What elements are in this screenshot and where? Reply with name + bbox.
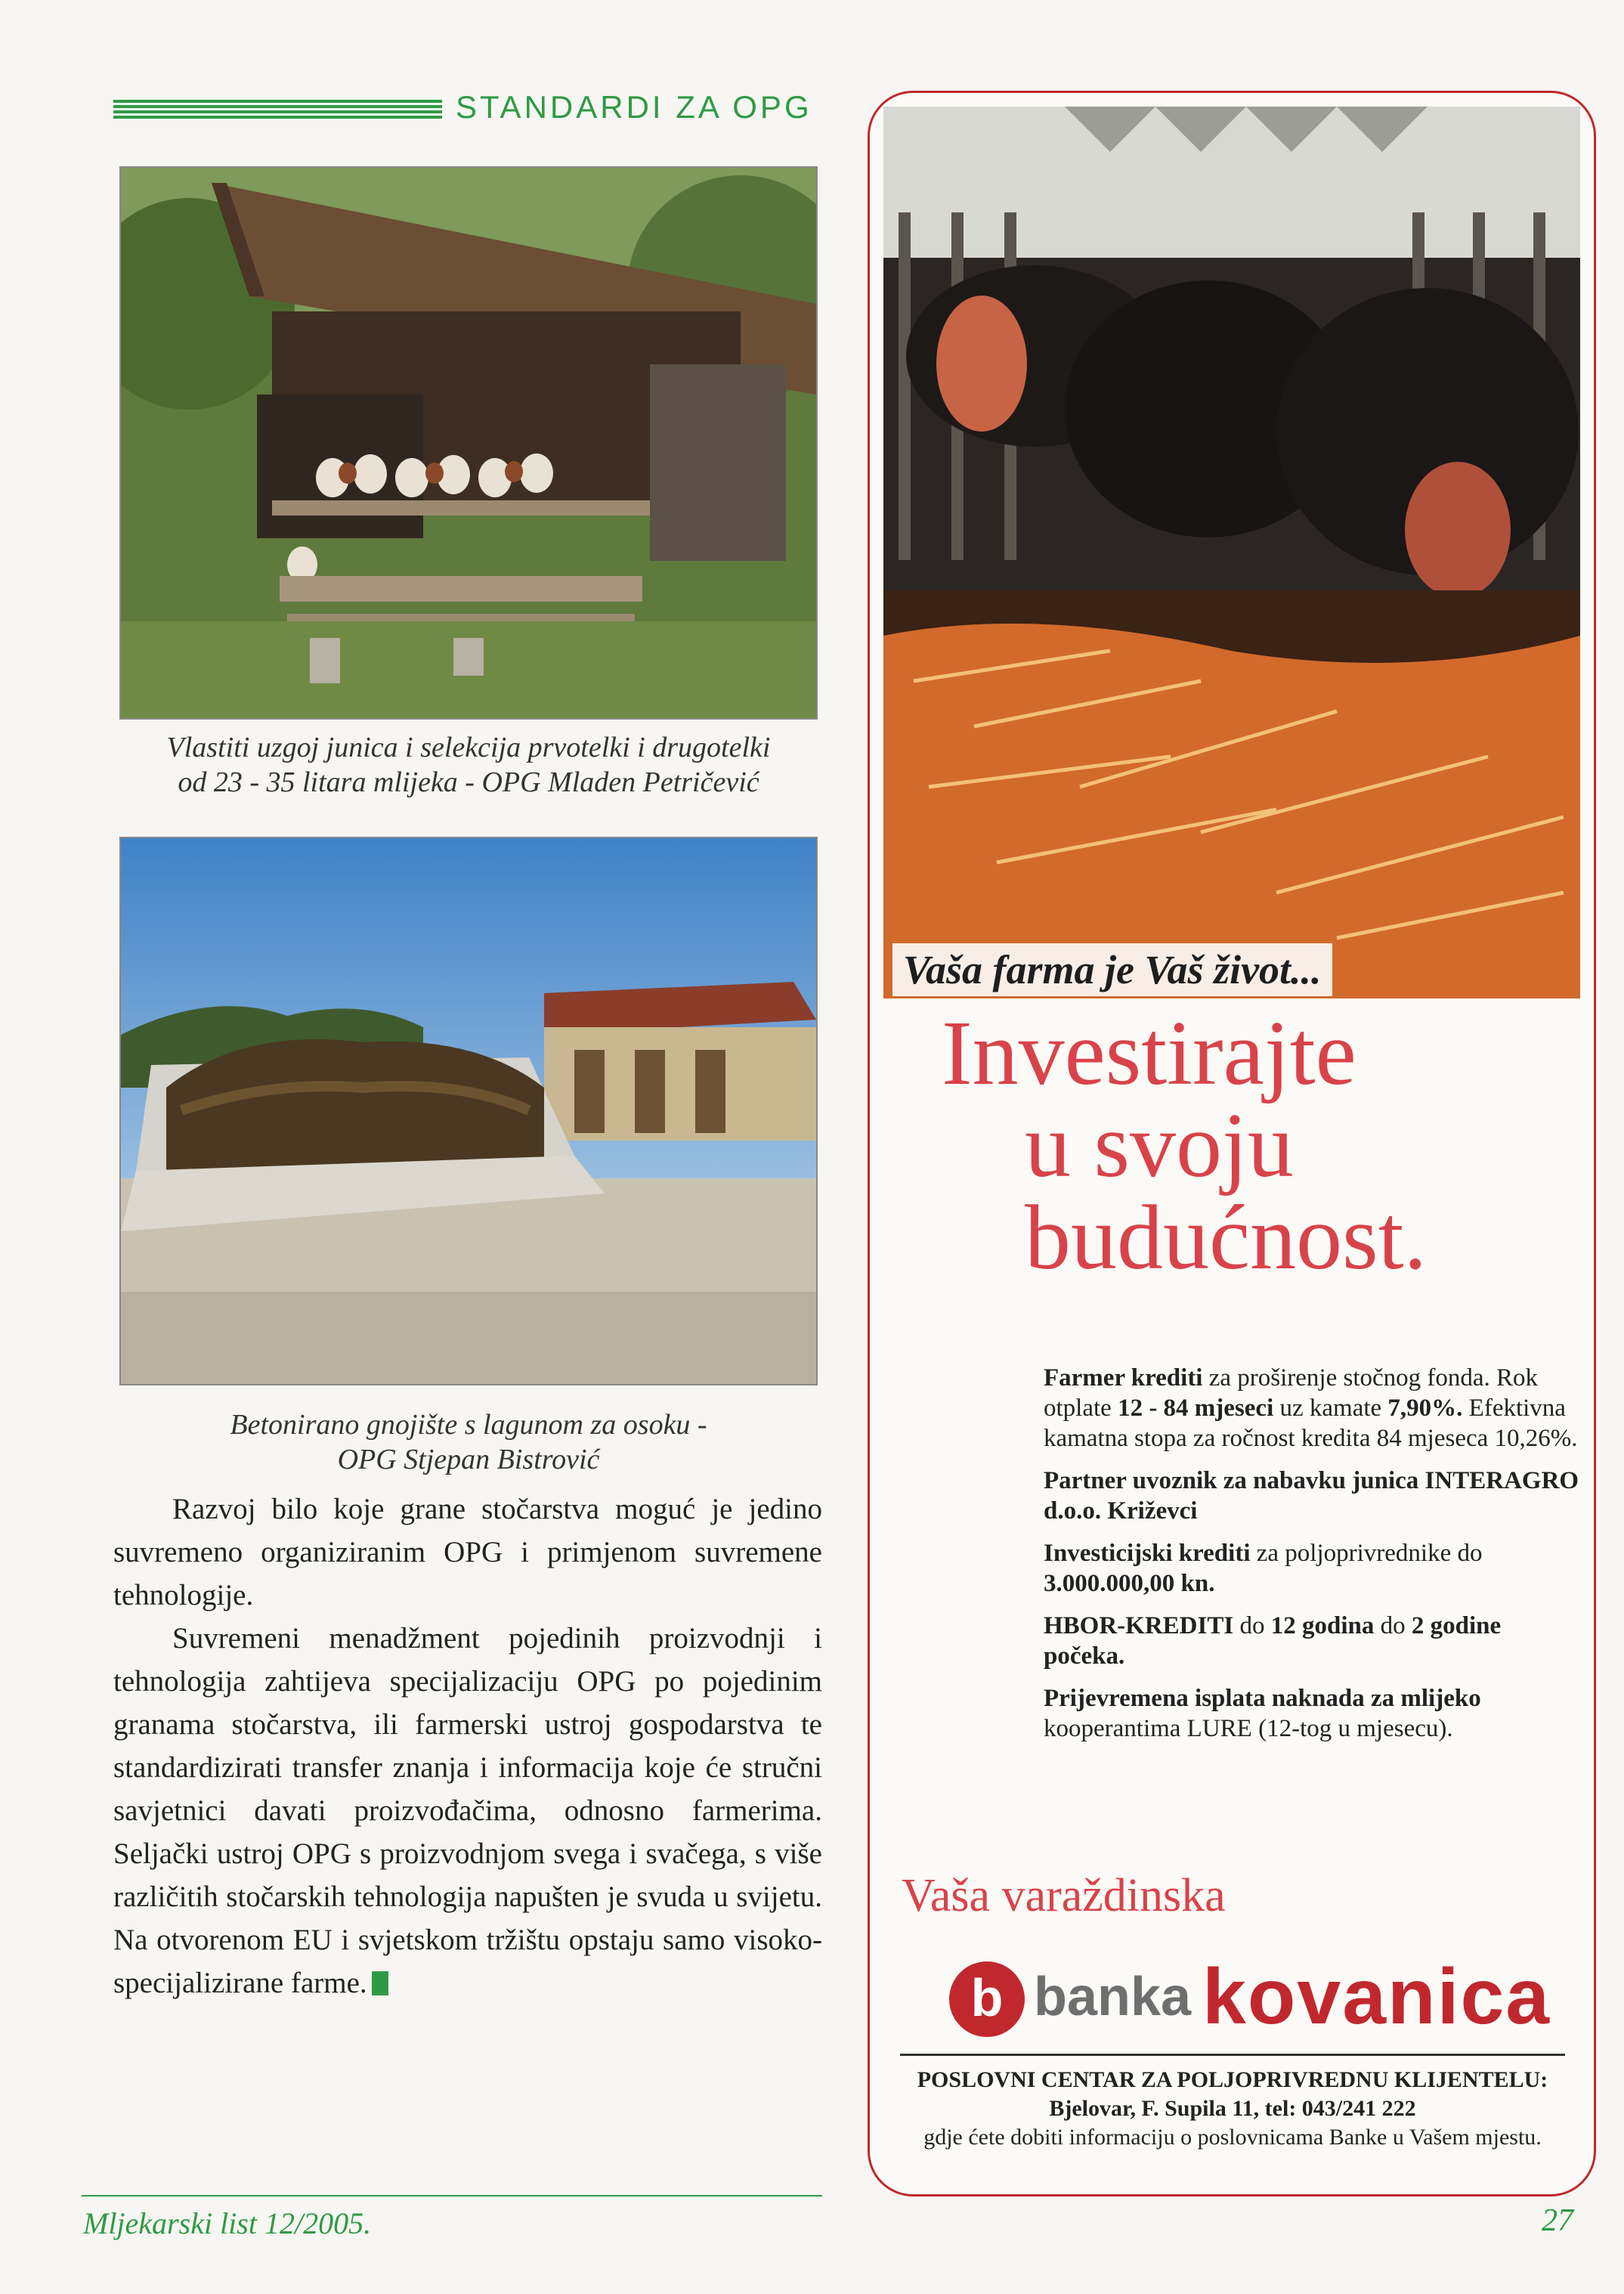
offer-bold: 3.000.000,00 kn. (1044, 1570, 1215, 1597)
article-paragraph: Razvoj bilo koje grane stočarstva moguć je jedino suvremeno organiziranim OPG i primjenom suvremene tehnologije. (113, 1493, 822, 1611)
ad-offer-list (1044, 1363, 1588, 1756)
offer-bold: 7,90%. (1387, 1395, 1463, 1422)
article-paragraph (113, 1617, 822, 2005)
bank-advertisement (868, 91, 1596, 2196)
ad-headline (942, 1002, 1428, 1289)
figure-caption (113, 1407, 824, 1477)
headline-line: Investirajte (942, 1002, 1356, 1104)
offer-bold: Prijevremena isplata naknada za mlijeko (1044, 1685, 1481, 1712)
offer-bold: 12 godina (1270, 1612, 1375, 1639)
article-body (113, 1488, 822, 2005)
offer-item (1044, 1611, 1588, 1671)
bank-logo (949, 1953, 1569, 2042)
publication-title: Mljekarski list 12/2005. (83, 2206, 372, 2240)
offer-bold: HBOR-KREDITI (1044, 1612, 1234, 1639)
headline-line: u svoju (1025, 1094, 1294, 1197)
photo-heifer-shed (119, 166, 818, 720)
end-of-article-mark (372, 1971, 388, 1995)
offer-item (1044, 1363, 1588, 1453)
bank-logo-name: kovanica (1202, 1953, 1551, 2041)
offer-bold: 2 godine počeka. (1044, 1612, 1502, 1670)
offer-text: do (1374, 1612, 1412, 1639)
caption-line: Betonirano gnojište s lagunom za osoku - (230, 1409, 707, 1441)
offer-text: do (1233, 1612, 1271, 1639)
offer-text: Efektivna kamatna stopa za ročnost kredita 84 mjeseca 10,26%. (1044, 1395, 1578, 1452)
ad-footer-heading: POSLOVNI CENTAR ZA POLJOPRIVREDNU KLIJENTELU: (917, 2067, 1548, 2092)
caption-line: od 23 - 35 litara mlijeka - OPG Mladen Petričević (178, 766, 759, 798)
offer-item (1044, 1683, 1588, 1744)
caption-line: OPG Stjepan Bistrović (337, 1444, 600, 1475)
ad-footer-note: gdje ćete dobiti informaciju o poslovnicama Banke u Vašem mjestu. (923, 2125, 1542, 2150)
ad-contact-footer (885, 2066, 1580, 2152)
ad-footer-address: Bjelovar, F. Supila 11, tel: 043/241 222 (1049, 2096, 1416, 2121)
photo-manure-pit (119, 837, 818, 1385)
article-paragraph-text: Suvremeni menadžment pojedinih proizvodnji i tehnologija zahtijeva specijalizaciju OPG po pojedinim granama stočarstva, ili farmerski ustroj gospodarstva te standardizirati transfer znanja i informacija koje će stručni savjetnici davati proizvođačima, odnosno farmerima. Seljački ustroj OPG s proizvodnjom svega i svačega, s više različitih stočarskih tehnologija napušten je svuda u svijetu. Na otvorenom EU i svjetskom tržištu opstaju samo visoko-specijalizirane farme. (113, 1622, 822, 1999)
bank-logo-mark-icon: b (949, 1961, 1025, 2037)
page-number: 27 (1542, 2203, 1573, 2238)
footer-rule (82, 2195, 822, 2196)
offer-bold: Investicijski krediti (1044, 1540, 1251, 1567)
offer-text: za proširenje stočnog fonda. Rok otplate (1044, 1364, 1539, 1422)
section-title: STANDARDI ZA OPG (456, 89, 812, 125)
offer-bold: Partner uvoznik za nabavku junica INTERAGRO d.o.o. Križevci (1044, 1467, 1579, 1525)
ad-tagline: Vaša farma je Vaš život... (892, 943, 1332, 996)
offer-item (1044, 1466, 1588, 1526)
offer-text: kooperantima LURE (12-tog u mjesecu). (1044, 1715, 1453, 1742)
ad-divider (900, 2054, 1565, 2056)
headline-line: budućnost. (1025, 1187, 1428, 1289)
caption-line: Vlastiti uzgoj junica i selekcija prvotelki i drugotelki (166, 732, 771, 763)
offer-text: uz kamate (1273, 1395, 1388, 1422)
ad-local-line: Vaša varaždinska (902, 1870, 1226, 1921)
offer-text: za poljoprivrednike do (1250, 1540, 1483, 1567)
offer-bold: Farmer krediti (1044, 1364, 1203, 1392)
header-rule (113, 100, 442, 119)
offer-bold: 12 - 84 mjeseci (1118, 1395, 1274, 1422)
bank-logo-word: banka (1034, 1967, 1192, 2027)
ad-photo-cows-barn (883, 107, 1580, 998)
figure-caption (113, 730, 824, 800)
offer-item (1044, 1538, 1588, 1599)
